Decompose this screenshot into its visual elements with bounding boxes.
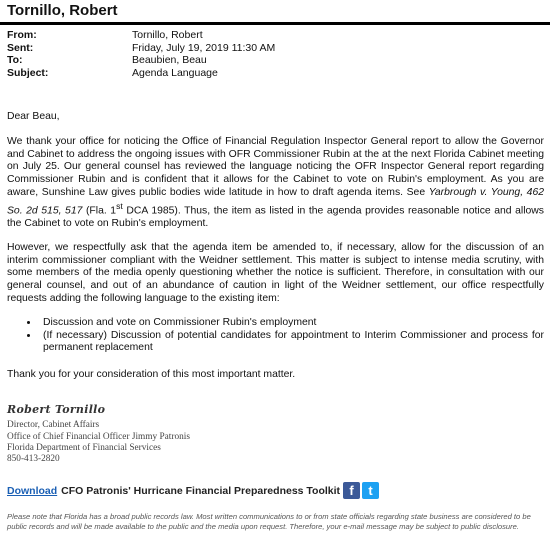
header-row-from [7, 29, 275, 42]
header-value: Tornillo, Robert [132, 29, 203, 41]
list-item: • Discussion and vote on Commissioner Rubin's employment [39, 317, 544, 330]
court-text: (Fla. 1 [82, 205, 117, 217]
paragraph-2: However, we respectfully ask that the agenda item be amended to, if necessary, allow for the discussion of an interim commissioner compliant with the Weidner settlement. This matter is subject to intense media scrutiny, with some members of the media openly questioning whether the notice is sufficient. Therefore, in consultation with our general counsel, and out of an abundance of caution in light of the Weidner settlement, our office respectfully requests adding the following language to the existing item: [7, 241, 544, 305]
toolkit-text: CFO Patronis' Hurricane Financial Preparedness Toolkit [61, 484, 341, 497]
sender-name: Tornillo, Robert [7, 2, 118, 19]
public-records-disclaimer: Please note that Florida has a broad public records law. Most written communications to or from state officials regarding state business are considered to be public records and will be made available to the public and the media upon request. Therefore, your e-mail message may be subject to public disclosure. [7, 512, 531, 531]
download-link[interactable]: Download [7, 484, 58, 497]
header-row-subject [7, 67, 275, 80]
list-item: • (If necessary) Discussion of potential candidates for appointment to Interim Commissioner and process for permanent replacement [39, 330, 544, 356]
court-superscript: st [116, 200, 123, 211]
download-row [7, 482, 381, 499]
signature-phone: 850-413-2820 [7, 454, 60, 465]
email-headers [7, 29, 275, 79]
signature-script: Robert Tornillo [7, 403, 106, 416]
header-row-to [7, 54, 275, 67]
header-value: Beaubien, Beau [132, 54, 207, 66]
email-body [7, 111, 544, 393]
signature-office: Office of Chief Financial Officer Jimmy Patronis [7, 431, 190, 442]
signature-department: Florida Department of Financial Services [7, 442, 161, 453]
sender-header-bar [0, 0, 550, 25]
facebook-icon[interactable]: f [343, 482, 360, 499]
paragraph-1-text-b: DCA 1985). Thus, the item as listed in the agenda provides reasonable notice and allows the Cabinet to vote on Rubin's employment. [7, 205, 544, 230]
twitter-icon[interactable]: t [362, 482, 379, 499]
header-value: Friday, July 19, 2019 11:30 AM [132, 41, 276, 54]
greeting: Dear Beau, [7, 111, 60, 122]
header-label: Subject: [7, 66, 49, 79]
header-label: Sent: [7, 41, 34, 54]
header-row-sent [7, 42, 275, 55]
signature-title: Director, Cabinet Affairs [7, 420, 100, 431]
header-label: From: [7, 29, 37, 41]
paragraph-1-text-a: We thank your office for noticing the Office of Financial Regulation Inspector General report to allow the Governor and Cabinet to address the ongoing issues with OFR Commissioner Rubin at the at the next Florida Cabinet meeting on July 25. Our general counsel has reviewed the language noticing the OFR Inspector General report regarding Commissioner Rubin and is confident that it allows for the Cabinet to vote on Rubin's employment. As you are aware, Sunshine Law gives public bodies wide latitude in how to draft agenda items. See [7, 135, 544, 198]
social-icons [343, 482, 381, 499]
signature-block [7, 404, 190, 465]
paragraph-1 [7, 136, 544, 231]
closing-line: Thank you for your consideration of this most important matter. [7, 369, 296, 381]
bullet-list [7, 317, 544, 355]
header-value: Agenda Language [132, 66, 218, 79]
case-citation: Yarbrough v. Young, 462 So. 2d 515, 517 [7, 186, 545, 217]
header-label: To: [7, 54, 23, 66]
